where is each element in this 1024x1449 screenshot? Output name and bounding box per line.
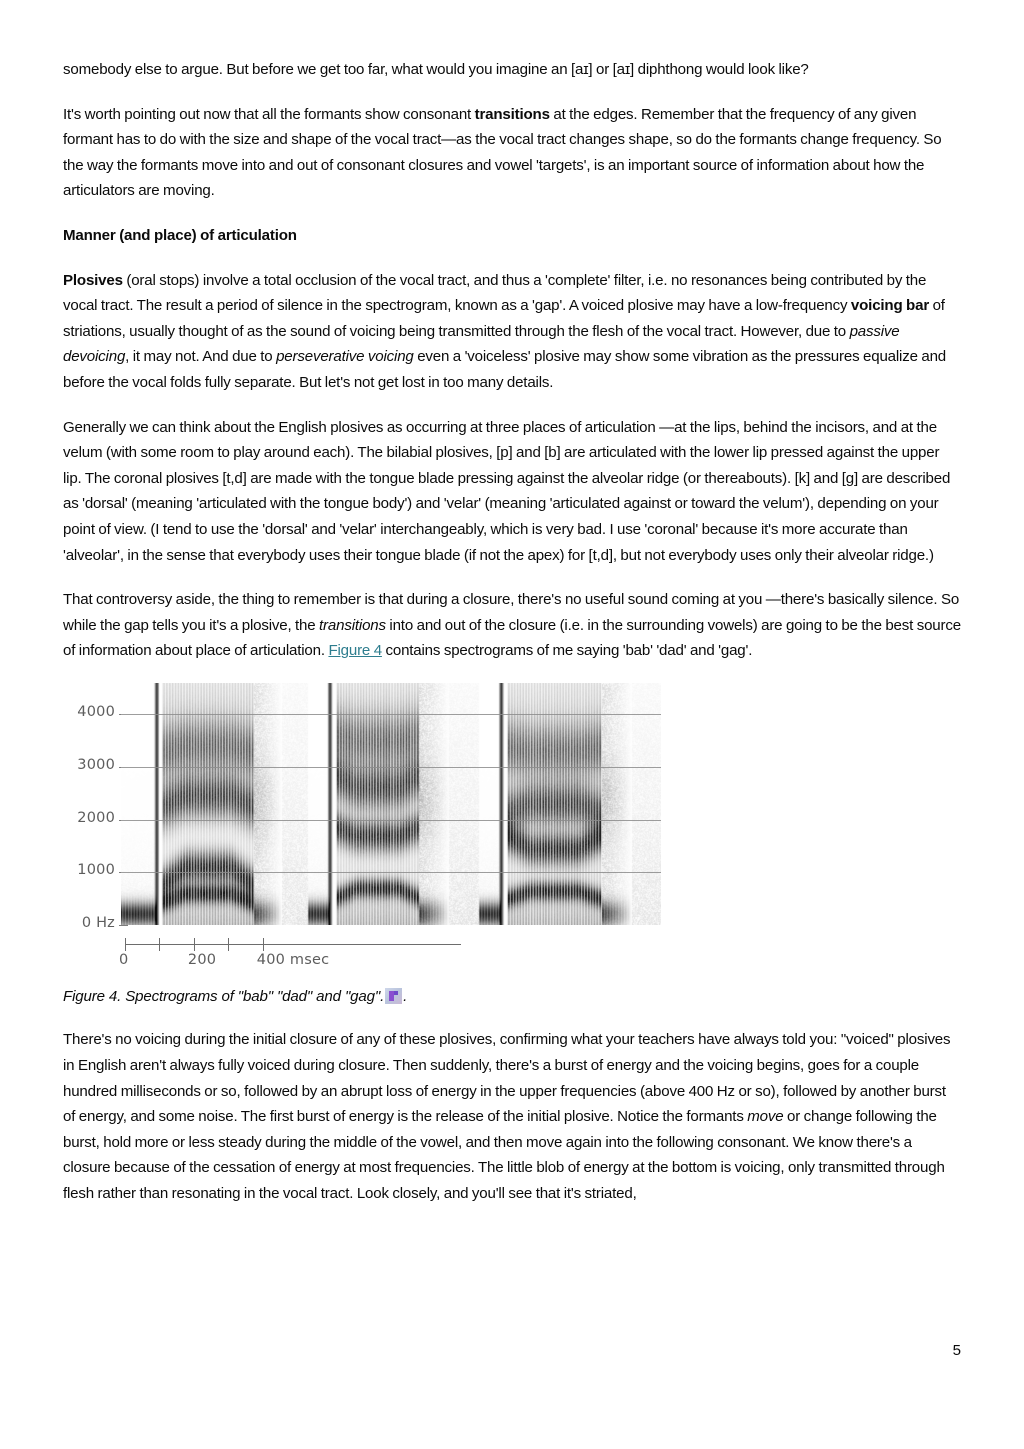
x-tick-mark: [194, 938, 195, 951]
spectrogram-y-axis: [63, 683, 119, 931]
spectrogram-figure: [63, 683, 663, 975]
italic-passive-devoicing: passive devoicing: [63, 322, 900, 366]
y-tick-label: 0 Hz: [81, 914, 115, 931]
x-axis-line: [125, 944, 461, 945]
gridline: [121, 820, 661, 821]
controversy-text-b: into and out of the closure (i.e. in the surrounding vowels) are going to be the best source of information about place of articulation.: [63, 616, 961, 660]
plosives-text-b: of striations, usually thought of as the sound of voicing being transmitted through the flesh of the vocal tract. However, due to: [63, 297, 945, 340]
spectrogram-x-axis: [121, 931, 661, 973]
x-tick-mark: [125, 938, 126, 951]
y-tick-label: 1000: [77, 862, 115, 879]
italic-perseverative-voicing: perseverative voicing: [276, 348, 414, 366]
bold-voicing-bar: voicing bar: [850, 297, 930, 315]
italic-transitions: transitions: [319, 616, 386, 634]
spectrogram-plot-area: [121, 683, 661, 925]
no-voicing-text-b: or change following the burst, hold more or less steady during the middle of the vowel, and then move again into the following consonant. We know there's a closure because of the cessation of energy at most frequencies. The little blob of energy at the bottom is voicing, only transmitted through flesh rather than resonating in the vocal tract. Look closely, and you'll see that it's striated,: [63, 1108, 945, 1203]
section-heading-manner-and-place: Manner (and place) of articulation: [63, 226, 297, 244]
paragraph-controversy-aside: [63, 587, 961, 664]
paragraph-diphthong: somebody else to argue. But before we get too far, what would you imagine an [aɪ] or [aɪ] diphthong would look like?: [63, 61, 809, 78]
audio-media-icon[interactable]: [385, 988, 402, 1004]
plosives-text-c: , it may not. And due to: [125, 348, 277, 366]
paragraph-text-a: It's worth pointing out now that all the formants show consonant: [63, 105, 475, 123]
spectrogram-image: [121, 683, 661, 925]
paragraph-text-b: at the edges. Remember that the frequency of any given formant has to do with the size and shape of the vocal tract—as the vocal tract changes shape, so do the formants change frequency. So the way the formants move into and out of consonant closures and vowel 'targets', is an important source of information about how the articulators are moving.: [63, 105, 942, 200]
x-tick-label: 0: [119, 951, 129, 968]
italic-move: move: [747, 1108, 784, 1126]
x-tick-mark-minor: [228, 938, 229, 951]
page-number: 5: [952, 1342, 961, 1359]
plosives-text-d: even a 'voiceless' plosive may show some vibration as the pressures equalize and before the vocal folds fully separate. But let's not get lost in too many details.: [63, 348, 947, 391]
x-tick-label: 200: [187, 951, 217, 968]
figure-caption: [63, 984, 961, 1010]
paragraph-plosives: [63, 268, 961, 396]
y-tick-mark: [119, 925, 128, 926]
paragraph-no-voicing: [63, 1027, 961, 1206]
controversy-text-c: contains spectrograms of me saying 'bab' 'dad' and 'gag'.: [381, 642, 753, 660]
x-tick-label: 400 msec: [256, 951, 330, 968]
y-tick-label: 3000: [77, 757, 115, 774]
page-content: [63, 57, 961, 1226]
figure-4-link[interactable]: Figure 4: [328, 642, 382, 660]
y-tick-label: 4000: [77, 704, 115, 721]
figure-4-container: [63, 683, 961, 1010]
controversy-text-a: That controversy aside, the thing to remember is that during a closure, there's no useful sound coming at you —there's basically silence. So while the gap tells you it's a plosive, the: [63, 591, 960, 634]
plosives-text-a: (oral stops) involve a total occlusion of the vocal tract, and thus a 'complete' filter, i.e. no resonances being contributed by the vocal tract. The result a period of silence in the spectrogram, known as a 'gap'. A voiced plosive may have a low-frequency: [63, 271, 927, 315]
gridline: [121, 714, 661, 715]
gridline: [121, 767, 661, 768]
paragraph-places-of-articulation: Generally we can think about the English plosives as occurring at three places of articulation —at the lips, behind the incisors, and at the velum (with some room to play around each). The bilabial plosives, [p] and [b] are articulated with the lower lip pressed against the upper lip. The coronal plosives [t,d] are made with the tongue blade pressing against the alveolar ridge (or thereabouts). [k] and [g] are described as 'dorsal' (meaning 'articulated with the tongue body') and 'velar' (meaning 'articulated against or toward the velum'), depending on your point of view. (I tend to use the 'dorsal' and 'velar' interchangeably, which is very bad. I use 'coronal' because it's more accurate than 'alveolar', in the sense that everybody uses their tongue blade (if not the apex) for [t,d], but not everybody uses only their alveolar ridge.): [63, 418, 951, 564]
x-tick-mark-minor: [159, 938, 160, 951]
caption-period: .: [403, 987, 408, 1005]
y-tick-label: 2000: [77, 809, 115, 826]
caption-text: Figure 4. Spectrograms of "bab" "dad" and "gag".: [63, 987, 385, 1005]
bold-transitions: transitions: [474, 105, 550, 123]
paragraph-formant-transitions: [63, 102, 961, 204]
gridline: [121, 872, 661, 873]
x-tick-mark: [263, 938, 264, 951]
no-voicing-text-a: There's no voicing during the initial closure of any of these plosives, confirming what your teachers have always told you: "voiced" plosives in English aren't always fully voiced during closure. Then suddenly, there's a burst of energy and the voicing begins, goes for a couple hundred milliseconds or so, followed by an abrupt loss of energy in the upper frequencies (above 400 Hz or so), followed by another burst of energy, and some noise. The first burst of energy is the release of the initial plosive. Notice the formants: [63, 1031, 951, 1126]
bold-plosives: Plosives: [63, 271, 123, 289]
